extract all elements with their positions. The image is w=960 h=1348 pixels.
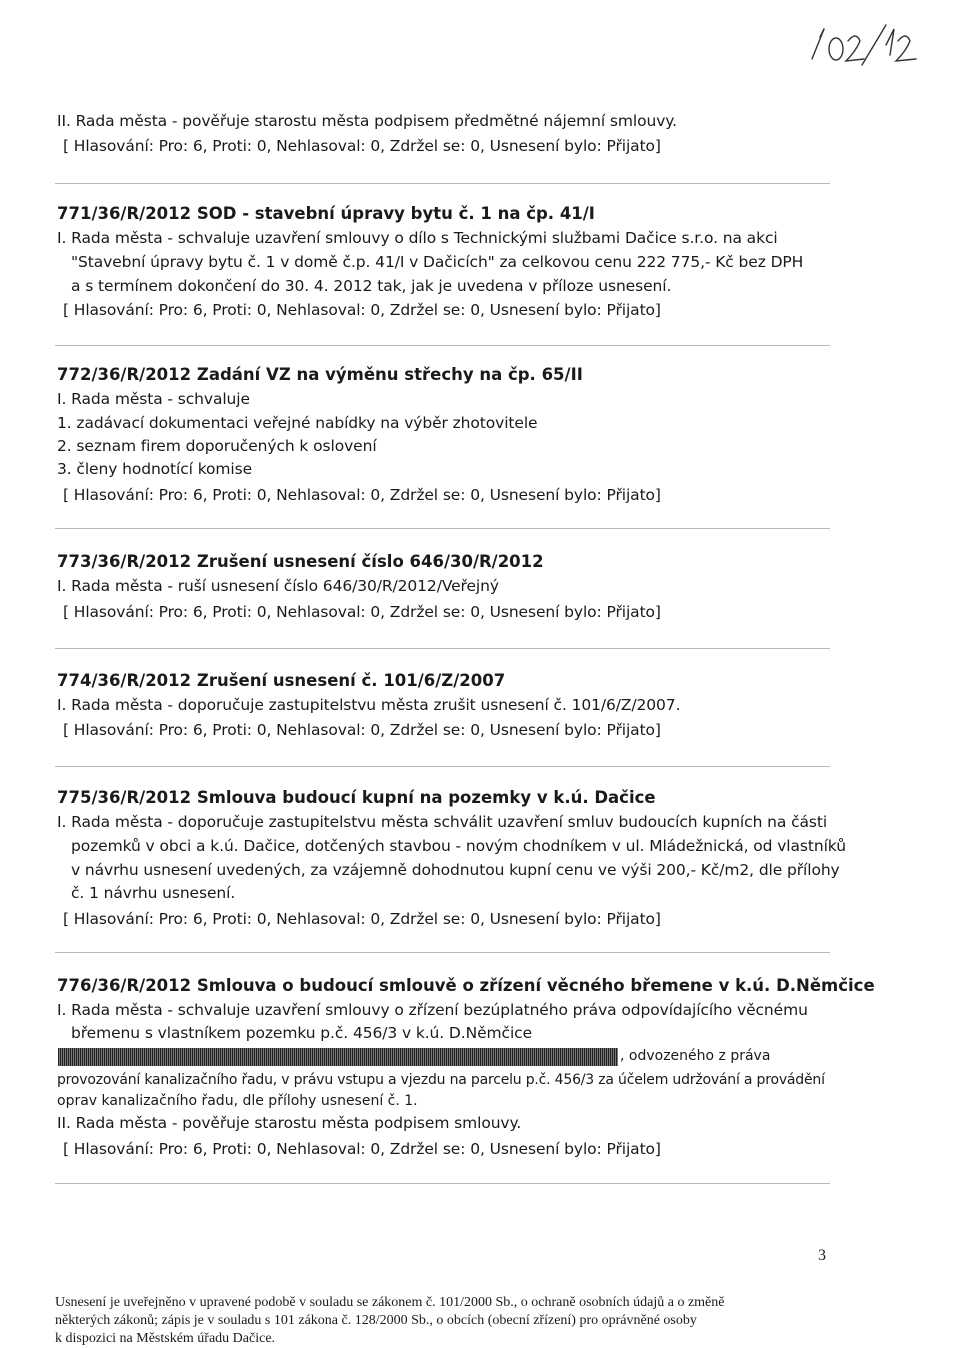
footer-line: Usnesení je uveřejněno v upravené podobě v souladu se zákonem č. 101/2000 Sb., o ochraně osobních údajů a o změně xyxy=(55,1295,725,1310)
vote-result: [ Hlasování: Pro: 6, Proti: 0, Nehlasoval: 0, Zdržel se: 0, Usnesení bylo: Přijato] xyxy=(63,603,661,621)
resolution-title: 775/36/R/2012 Smlouva budoucí kupní na pozemky v k.ú. Dačice xyxy=(57,788,656,807)
resolution-text: , odvozeného z práva xyxy=(620,1048,771,1064)
resolution-text: a s termínem dokončení do 30. 4. 2012 tak, jak je uvedena v příloze usnesení. xyxy=(71,277,672,295)
resolution-text: I. Rada města - doporučuje zastupitelstvu města schválit uzavření smluv budoucích kupních na části xyxy=(57,813,828,831)
vote-result: [ Hlasování: Pro: 6, Proti: 0, Nehlasoval: 0, Zdržel se: 0, Usnesení bylo: Přijato] xyxy=(63,910,661,928)
resolution-title: 772/36/R/2012 Zadání VZ na výměnu střechy na čp. 65/II xyxy=(57,365,583,384)
footer-line: k dispozici na Městském úřadu Dačice. xyxy=(55,1331,276,1346)
resolution-text: břemenu s vlastníkem pozemku p.č. 456/3 v k.ú. D.Němčice xyxy=(71,1024,533,1042)
resolution-text: I. Rada města - schvaluje xyxy=(57,390,250,408)
resolution-text: II. Rada města - pověřuje starostu města podpisem předmětné nájemní smlouvy. xyxy=(57,112,677,130)
redacted-block xyxy=(58,1048,618,1066)
resolution-text: I. Rada města - doporučuje zastupitelstvu města zrušit usnesení č. 101/6/Z/2007. xyxy=(57,696,681,714)
handwritten-stamp xyxy=(790,15,930,75)
resolution-text: II. Rada města - pověřuje starostu města podpisem smlouvy. xyxy=(57,1114,522,1132)
vote-result: [ Hlasování: Pro: 6, Proti: 0, Nehlasoval: 0, Zdržel se: 0, Usnesení bylo: Přijato] xyxy=(63,301,661,319)
vote-result: [ Hlasování: Pro: 6, Proti: 0, Nehlasoval: 0, Zdržel se: 0, Usnesení bylo: Přijato] xyxy=(63,137,661,155)
divider xyxy=(55,183,830,184)
resolution-title: 771/36/R/2012 SOD - stavební úpravy bytu č. 1 na čp. 41/I xyxy=(57,204,595,223)
list-item: 2. seznam firem doporučených k oslovení xyxy=(57,437,377,455)
footer-line: některých zákonů; zápis je v souladu s 101 zákona č. 128/2000 Sb., o obcích (obecní zřízení) pro oprávněné osoby xyxy=(55,1313,697,1328)
resolution-text: č. 1 návrhu usnesení. xyxy=(71,884,236,902)
list-item: 1. zadávací dokumentaci veřejné nabídky na výběr zhotovitele xyxy=(57,414,538,432)
divider xyxy=(55,528,830,529)
resolution-text: I. Rada města - schvaluje uzavření smlouvy o dílo s Technickými službami Dačice s.r.o. na akci xyxy=(57,229,778,247)
footer-note xyxy=(55,1294,835,1348)
vote-result: [ Hlasování: Pro: 6, Proti: 0, Nehlasoval: 0, Zdržel se: 0, Usnesení bylo: Přijato] xyxy=(63,721,661,739)
divider xyxy=(55,345,830,346)
resolution-title: 776/36/R/2012 Smlouva o budoucí smlouvě o zřízení věcného břemene v k.ú. D.Němčice xyxy=(57,976,875,995)
resolution-text: I. Rada města - ruší usnesení číslo 646/30/R/2012/Veřejný xyxy=(57,577,499,595)
divider xyxy=(55,952,830,953)
resolution-text: provozování kanalizačního řadu, v právu vstupu a vjezdu na parcelu p.č. 456/3 za účelem udržování a provádění xyxy=(57,1072,825,1088)
resolution-text: v návrhu usnesení uvedených, za vzájemně dohodnutou kupní cenu ve výši 200,- Kč/m2, dle přílohy xyxy=(71,861,840,879)
page-number: 3 xyxy=(818,1247,826,1264)
resolution-text: I. Rada města - schvaluje uzavření smlouvy o zřízení bezúplatného práva odpovídajícího věcnému xyxy=(57,1001,808,1019)
resolution-title: 774/36/R/2012 Zrušení usnesení č. 101/6/Z/2007 xyxy=(57,671,506,690)
vote-result: [ Hlasování: Pro: 6, Proti: 0, Nehlasoval: 0, Zdržel se: 0, Usnesení bylo: Přijato] xyxy=(63,486,661,504)
list-item: 3. členy hodnotící komise xyxy=(57,460,253,478)
divider xyxy=(55,1183,830,1184)
divider xyxy=(55,766,830,767)
resolution-text: "Stavební úpravy bytu č. 1 v domě č.p. 41/I v Dačicích" za celkovou cenu 222 775,- Kč bez DPH xyxy=(71,253,804,271)
resolution-text: oprav kanalizačního řadu, dle přílohy usnesení č. 1. xyxy=(57,1093,418,1109)
divider xyxy=(55,648,830,649)
vote-result: [ Hlasování: Pro: 6, Proti: 0, Nehlasoval: 0, Zdržel se: 0, Usnesení bylo: Přijato] xyxy=(63,1140,661,1158)
resolution-text: pozemků v obci a k.ú. Dačice, dotčených stavbou - novým chodníkem v ul. Mládežnická, od vlastníků xyxy=(71,837,846,855)
resolution-title: 773/36/R/2012 Zrušení usnesení číslo 646/30/R/2012 xyxy=(57,552,544,571)
